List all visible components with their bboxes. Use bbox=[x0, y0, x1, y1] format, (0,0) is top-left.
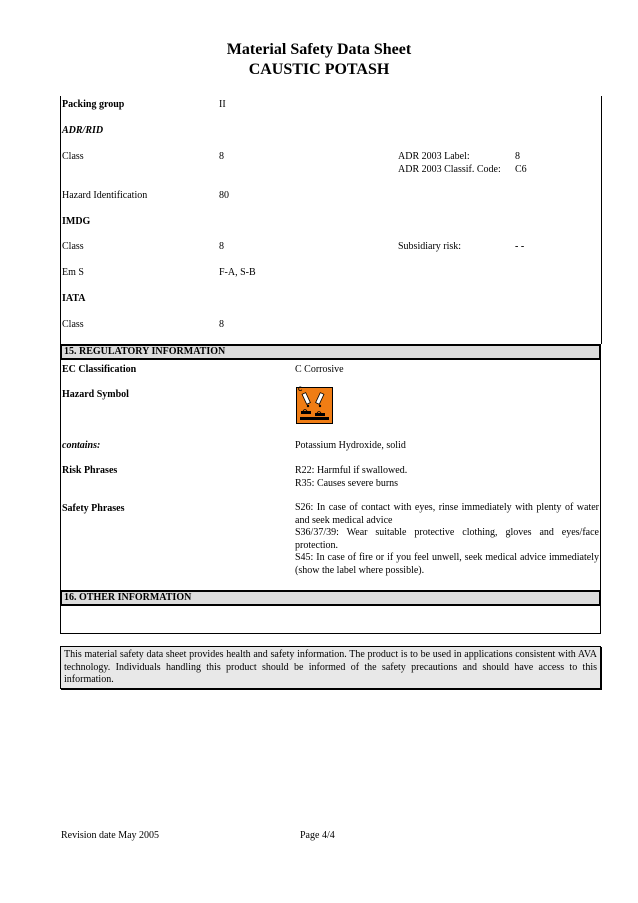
adr-classif-label: ADR 2003 Classif. Code: bbox=[398, 164, 501, 175]
revision-date: Revision date May 2005 bbox=[61, 830, 160, 841]
regulatory-frame-left bbox=[60, 360, 61, 590]
safety-phrase-s45: S45: In case of fire or if you feel unwell, seek medical advice immediately (show the label where possible). bbox=[295, 552, 599, 576]
subsidiary-risk-value: - - bbox=[515, 241, 525, 252]
adr-rid-heading: ADR/RID bbox=[62, 125, 104, 136]
adr-class-value: 8 bbox=[219, 151, 224, 162]
imdg-class-label: Class bbox=[62, 241, 84, 252]
ems-label: Em S bbox=[62, 267, 84, 278]
safety-phrase-s36-37-39: S36/37/39: Wear suitable protective clothing, gloves and eyes/face protection. bbox=[295, 527, 599, 551]
other-frame-bottom bbox=[60, 633, 601, 634]
page-number: Page 4/4 bbox=[300, 830, 335, 841]
imdg-heading: IMDG bbox=[62, 216, 91, 227]
product-name: CAUSTIC POTASH bbox=[248, 61, 390, 78]
other-frame-right bbox=[600, 606, 601, 634]
risk-phrase-1: R22: Harmful if swallowed. bbox=[295, 465, 408, 476]
imdg-class-value: 8 bbox=[219, 241, 224, 252]
adr-class-label: Class bbox=[62, 151, 84, 162]
disclaimer-text: This material safety data sheet provides health and safety information. The product is to be used in applications consistent with AVA technology. Individuals handling this product should be informed of the safety precautions and should have access to this information. bbox=[64, 649, 597, 685]
corrosive-hazard-icon bbox=[296, 387, 333, 424]
adr-label-value: 8 bbox=[515, 151, 520, 162]
regulatory-section-header: 15. REGULATORY INFORMATION bbox=[60, 344, 601, 360]
hazard-id-value: 80 bbox=[219, 190, 229, 201]
safety-phrases-label: Safety Phrases bbox=[62, 503, 125, 514]
ec-classification-label: EC Classification bbox=[62, 364, 137, 375]
iata-class-label: Class bbox=[62, 319, 84, 330]
disclaimer-box bbox=[60, 646, 601, 689]
transport-frame-left bbox=[60, 96, 61, 344]
risk-phrase-2: R35: Causes severe burns bbox=[295, 478, 399, 489]
adr-label-label: ADR 2003 Label: bbox=[398, 151, 470, 162]
packing-group-value: II bbox=[219, 99, 226, 110]
regulatory-frame-right bbox=[600, 360, 601, 590]
risk-phrases-label: Risk Phrases bbox=[62, 465, 118, 476]
ems-value: F-A, S-B bbox=[219, 267, 256, 278]
other-frame-left bbox=[60, 606, 61, 634]
contains-value: Potassium Hydroxide, solid bbox=[295, 440, 406, 451]
iata-class-value: 8 bbox=[219, 319, 224, 330]
other-info-section-header: 16. OTHER INFORMATION bbox=[60, 590, 601, 606]
hazard-symbol-label: Hazard Symbol bbox=[62, 389, 129, 400]
safety-phrases-block bbox=[295, 502, 599, 577]
hazard-symbol-letter: C bbox=[298, 387, 303, 393]
hazard-id-label: Hazard Identification bbox=[62, 190, 148, 201]
packing-group-label: Packing group bbox=[62, 99, 125, 110]
document-title: Material Safety Data Sheet bbox=[226, 41, 412, 58]
iata-heading: IATA bbox=[62, 293, 86, 304]
contains-label: contains: bbox=[62, 440, 101, 451]
transport-frame-right bbox=[601, 96, 602, 344]
safety-phrase-s26: S26: In case of contact with eyes, rinse immediately with plenty of water and seek medical advice bbox=[295, 502, 599, 526]
ec-classification-value: C Corrosive bbox=[295, 364, 344, 375]
subsidiary-risk-label: Subsidiary risk: bbox=[398, 241, 462, 252]
adr-classif-value: C6 bbox=[515, 164, 527, 175]
